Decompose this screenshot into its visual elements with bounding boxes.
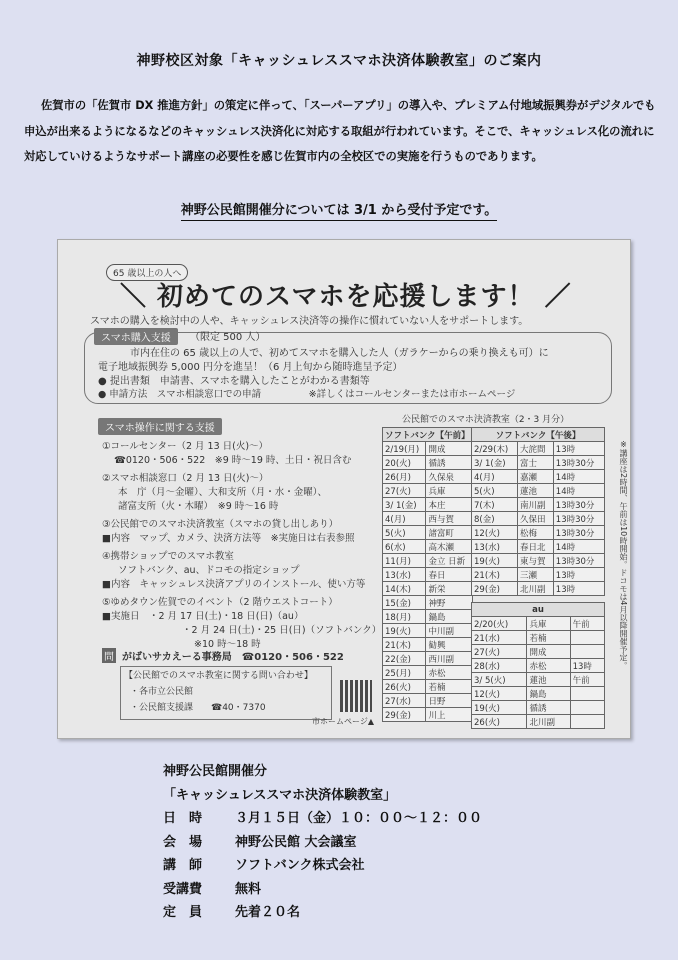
table-cell: 12(火) [472,687,527,701]
table-cell: 3/ 1(金) [383,498,426,512]
ops-support-line: ☎0120・506・522 ※9 時〜19 時、土日・祝日含む [114,455,352,466]
ops-support-line: ・2 月 24 日(土)・25 日(日)（ソフトバンク） [182,625,382,636]
table-header: au [472,603,605,617]
table-cell: 北川副 [527,715,570,729]
table-cell: 大詫間 [518,442,554,456]
flyer-headline: ＼ 初めてのスマホを応援します！ ／ [120,282,572,312]
contact-box-line: 【公民館でのスマホ教室に関する問い合わせ】 [124,671,313,681]
purchase-limit: （限定 500 人） [190,332,266,343]
table-cell: 29(金) [472,582,518,596]
table-cell: 2/20(火) [472,617,527,631]
table-row [383,638,473,652]
detail-value: 先着２０名 [235,905,301,920]
detail-label: 定 員 [163,905,203,920]
table-cell: 5(火) [472,484,518,498]
table-row [383,568,473,582]
table-row [472,645,605,659]
table-cell: 勧興 [426,638,472,652]
table-cell: 27(水) [383,694,426,708]
table-row [383,610,473,624]
au-table [471,602,605,729]
table-cell: 兵庫 [426,484,472,498]
side-note: ※講座は2時間、午前は10時開始。ドコモは4月以降開催予定。 [619,440,628,670]
table-cell: 中川副 [426,624,472,638]
table-cell: 11(月) [383,554,426,568]
table-row [383,470,473,484]
ops-support-line: ※10 時〜18 時 [194,639,261,650]
table-cell: 21(木) [383,638,426,652]
table-cell: 14時 [553,484,604,498]
table-cell: 3/ 5(火) [472,673,527,687]
table-row [472,659,605,673]
table-cell: 6(水) [383,540,426,554]
detail-value: 無料 [235,881,262,897]
detail-row [163,878,482,902]
ops-support-line: ソフトバンク、au、ドコモの指定ショップ [118,565,300,576]
table-cell: 春日北 [518,540,554,554]
table-row [472,484,605,498]
table-row [383,498,473,512]
reception-notice: 神野公民館開催分については 3/1 から受付予定です。 [0,199,678,218]
table-cell: 13時 [553,582,604,596]
table-row [383,596,473,610]
table-cell: 若楠 [527,631,570,645]
table-row [472,687,605,701]
table-cell: 日野 [426,694,472,708]
event-details [163,760,482,925]
table-cell: 13時30分 [553,526,604,540]
table-row [383,582,473,596]
table-cell: 循誘 [527,701,570,715]
table-row [472,617,605,631]
contact-icon: 問 [102,648,116,663]
table-cell: 20(火) [383,456,426,470]
table-cell: 27(火) [383,484,426,498]
table-row [383,540,473,554]
table-cell: 南川副 [518,498,554,512]
qr-caption: 市ホームページ▲ [312,717,374,726]
table-cell: 蓮池 [527,673,570,687]
table-row [472,582,605,596]
table-cell: 14時 [553,470,604,484]
table-cell [570,631,604,645]
ops-support-line: ■実施日 ・2 月 17 日(土)・18 日(日)（au） [102,611,304,622]
table-cell: 午前 [570,617,604,631]
table-cell: 13時 [553,442,604,456]
table-row [383,666,473,680]
table-cell: 春日 [426,568,472,582]
ops-support-line: ②スマホ相談窓口（2 月 13 日(火)〜） [102,473,269,484]
details-event-name: 「キャッシュレススマホ決済体験教室」 [163,787,397,803]
table-cell: 若楠 [426,680,472,694]
table-cell: 循誘 [426,456,472,470]
table-cell: 兵庫 [527,617,570,631]
table-row [383,526,473,540]
table-cell: 26(火) [472,715,527,729]
contact-name: がばいサカえーる事務局 ☎0120・506・522 [122,652,344,663]
table-cell: 2/19(月) [383,442,426,456]
detail-row [163,831,482,855]
table-row [472,568,605,582]
table-cell [570,645,604,659]
table-cell: 3/ 1(金) [472,456,518,470]
purchase-support-heading: スマホ購入支援 [94,328,178,345]
detail-label: 受講費 [163,881,203,897]
detail-value: ソフトバンク株式会社 [235,858,365,873]
table-cell: 26(月) [383,470,426,484]
detail-row [163,854,482,878]
table-cell: 北川副 [518,582,554,596]
ops-support-line: ⑤ゆめタウン佐賀でのイベント（2 階ウエストコート） [102,597,338,608]
flyer-scan [57,239,631,739]
table-row [383,708,473,722]
table-cell: 18(月) [383,610,426,624]
table-cell: 28(水) [472,659,527,673]
table-cell [570,701,604,715]
table-cell: 神野 [426,596,472,610]
table-row [383,484,473,498]
table-row [472,631,605,645]
table-row [472,673,605,687]
table-row [383,694,473,708]
table-cell: 久保田 [518,512,554,526]
table-cell: 川上 [426,708,472,722]
detail-row [163,901,482,925]
table-cell: 13(水) [472,540,518,554]
flyer-subline: スマホの購入を検討中の人や、キャッシュレス決済等の操作に慣れていない人をサポートします。 [90,316,529,327]
table-row [472,526,605,540]
detail-row [163,807,482,831]
table-cell: 西与賀 [426,512,472,526]
table-cell: 開成 [527,645,570,659]
table-cell: 5(火) [383,526,426,540]
age-tag: 65 歳以上の人へ [106,264,188,281]
detail-label: 日 時 [163,811,203,826]
table-cell: 午前 [570,673,604,687]
table-row [472,498,605,512]
ops-support-line: ③公民館でのスマホ決済教室（スマホの貸し出しあり） [102,519,339,530]
ops-support-heading: スマホ操作に関する支援 [98,418,222,435]
table-cell: 開成 [426,442,472,456]
page-title: 神野校区対象「キャッシュレススマホ決済体験教室」のご案内 [136,53,542,69]
table-cell: 7(木) [472,498,518,512]
table-row [383,554,473,568]
table-header: ソフトバンク【午後】 [472,428,605,442]
table-cell: 諸富町 [426,526,472,540]
detail-label: 講 師 [163,858,203,873]
table-cell: 新栄 [426,582,472,596]
purchase-line: ● 申請方法 スマホ相談窓口での申請 ※詳しくはコールセンターまたは市ホームページ [98,389,516,400]
table-cell: 19(火) [472,554,518,568]
table-row [383,442,473,456]
table-cell [570,687,604,701]
table-cell: 21(木) [472,568,518,582]
table-row [472,554,605,568]
table-row [472,470,605,484]
table-row [383,512,473,526]
contact-box-line: ・各市立公民館 [130,687,194,697]
ops-support-line: 諸富支所（火・木曜） ※9 時〜16 時 [118,501,279,512]
table-cell: 15(金) [383,596,426,610]
table-row [472,715,605,729]
table-header: ソフトバンク【午前】 [383,428,473,442]
table-cell: 赤松 [426,666,472,680]
table-cell: 高木瀬 [426,540,472,554]
softbank-am-table [382,427,473,722]
qr-code [340,680,372,712]
table-cell: 29(金) [383,708,426,722]
ops-support-line: ④携帯ショップでのスマホ教室 [102,551,234,562]
table-cell: 松梅 [518,526,554,540]
details-heading: 神野公民館開催分 [163,764,268,779]
ops-support-line: ①コールセンター（2 月 13 日(火)〜） [102,441,269,452]
table-row [472,512,605,526]
purchase-line: ● 提出書類 申請書、スマホを購入したことがわかる書類等 [98,376,370,387]
table-row [383,456,473,470]
table-cell: 19(火) [383,624,426,638]
table-cell: 13時 [553,568,604,582]
table-cell: 19(火) [472,701,527,715]
table-cell: 鍋島 [527,687,570,701]
table-cell: 嘉瀬 [518,470,554,484]
table-cell [570,715,604,729]
ops-support-line: ■内容 キャッシュレス決済アプリのインストール、使い方等 [102,579,366,590]
table-row [472,456,605,470]
table-cell: 富士 [518,456,554,470]
table-cell: 鍋島 [426,610,472,624]
table-cell: 本庄 [426,498,472,512]
table-cell: 4(月) [383,512,426,526]
detail-value: 神野公民館 大会議室 [235,834,357,850]
table-row [472,540,605,554]
intro-paragraph: 佐賀市の「佐賀市 DX 推進方針」の策定に伴って、「スーパーアプリ」の導入や、プレミアム付地域振興券がデジタルでも申込が出来るようになるなどのキャッシュレス決済化に対応する取組が行われています。そこで、キャッシュレス化の流れに対応していけるようなサポート講座の必要性を感じ佐賀市内の全校区での実施を行うものであります。 [24,99,656,163]
table-cell: 14時 [553,540,604,554]
table-cell: 8(金) [472,512,518,526]
table-cell: 赤松 [527,659,570,673]
detail-label: 会 場 [163,834,203,850]
table-cell: 14(木) [383,582,426,596]
table-cell: 西川副 [426,652,472,666]
table-row [472,442,605,456]
table-cell: 13時 [570,659,604,673]
table-cell: 4(月) [472,470,518,484]
table-row [472,701,605,715]
table-cell: 12(火) [472,526,518,540]
table-cell: 蓮池 [518,484,554,498]
table-cell: 26(火) [383,680,426,694]
purchase-line: 市内在住の 65 歳以上の人で、初めてスマホを購入した人（ガラケーからの乗り換えも可）に [130,348,549,359]
ops-support-line: ■内容 マップ、カメラ、決済方法等 ※実施日は右表参照 [102,533,355,544]
ops-support-line: 本 庁（月〜金曜）、大和支所（月・水・金曜）、 [118,487,328,498]
table-cell: 27(火) [472,645,527,659]
softbank-pm-table [471,427,605,596]
table-cell: 21(水) [472,631,527,645]
contact-box-line: ・公民館支援課 ☎40・7370 [130,703,266,713]
table-row [383,652,473,666]
table-row [383,680,473,694]
table-cell: 13時30分 [553,512,604,526]
table-cell: 13(水) [383,568,426,582]
purchase-line: 電子地域振興券 5,000 円分を進呈！（6 月上旬から随時進呈予定） [98,362,403,373]
table-cell: 三瀬 [518,568,554,582]
table-cell: 13時30分 [553,498,604,512]
table-cell: 22(金) [383,652,426,666]
table-cell: 13時30分 [553,554,604,568]
table-cell: 金立 日新 [426,554,472,568]
table-cell: 久保泉 [426,470,472,484]
table-cell: 25(月) [383,666,426,680]
detail-value: ３月１５日（金）１０：００〜１２：００ [235,811,483,826]
table-cell: 東与賀 [518,554,554,568]
table-cell: 2/29(木) [472,442,518,456]
table-row [383,624,473,638]
table-cell: 13時30分 [553,456,604,470]
table-caption: 公民館でのスマホ決済教室（2・3 月分） [402,415,570,425]
